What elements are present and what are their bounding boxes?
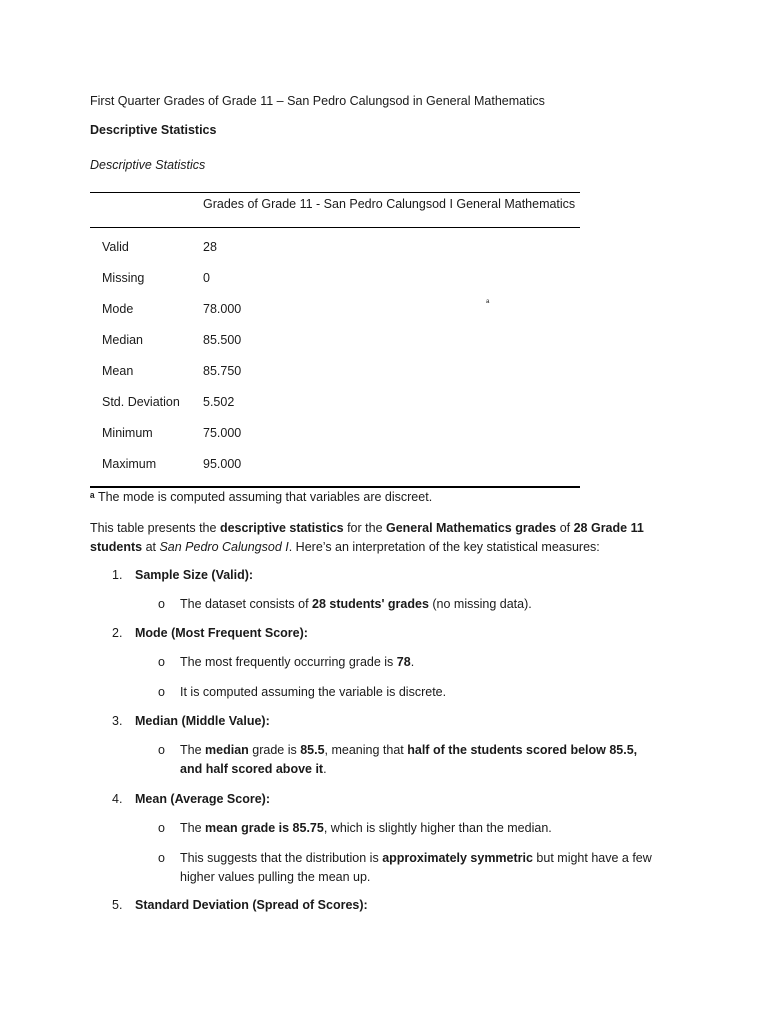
section-heading: Descriptive Statistics — [90, 123, 217, 137]
row-value: 0 — [203, 271, 210, 285]
intro-text: at — [142, 540, 160, 554]
sub-text: , which is slightly higher than the median. — [323, 821, 552, 835]
table-header-rule — [90, 227, 580, 228]
sub-text: , meaning that — [324, 743, 408, 757]
sub-text: This suggests that the distribution is — [180, 851, 383, 865]
sub-text: grade is — [248, 743, 301, 757]
table-top-rule — [90, 192, 580, 193]
intro-text: of — [556, 521, 574, 535]
intro-italic: San Pedro Calungsod I — [159, 540, 289, 554]
table-bottom-rule — [90, 486, 580, 488]
row-label: Minimum — [102, 426, 153, 440]
intro-bold: General Mathematics grades — [386, 521, 557, 535]
list-number: 1. — [112, 568, 123, 582]
bullet-icon: o — [158, 821, 165, 835]
bullet-icon: o — [158, 851, 165, 865]
sub-bold: mean grade is 85.75 — [205, 821, 324, 835]
sub-bold: 28 students' grades — [312, 597, 429, 611]
intro-text: . Here’s an interpretation of the key statistical measures: — [288, 540, 600, 554]
document-title: First Quarter Grades of Grade 11 – San Pedro Calungsod in General Mathematics — [90, 94, 545, 108]
list-heading: Mode (Most Frequent Score): — [135, 626, 308, 640]
row-label: Std. Deviation — [102, 395, 180, 409]
bullet-icon: o — [158, 743, 165, 757]
intro-bold: descriptive statistics — [219, 521, 344, 535]
footnote-marker: ᵃ — [90, 490, 95, 504]
list-subitem — [180, 819, 680, 838]
sub-text: (no missing data). — [428, 597, 532, 611]
sub-text: . — [410, 655, 415, 669]
row-label: Maximum — [102, 457, 157, 471]
bullet-icon: o — [158, 685, 165, 699]
sub-bold: 85.5 — [300, 743, 325, 757]
list-subitem — [180, 849, 660, 887]
list-heading: Sample Size (Valid): — [135, 568, 254, 582]
row-label: Mean — [102, 364, 134, 378]
intro-bold: 28 Grade 11 students — [90, 521, 644, 554]
table-column-header: Grades of Grade 11 - San Pedro Calungsod I General Mathematics — [203, 197, 576, 211]
row-value: 5.502 — [203, 395, 235, 409]
sub-bold: median — [205, 743, 249, 757]
list-number: 2. — [112, 626, 123, 640]
sub-bold: half of the students scored below 85.5, and half scored above it — [180, 743, 638, 776]
row-value: 95.000 — [203, 457, 242, 471]
row-value: 85.750 — [203, 364, 242, 378]
mode-footnote-marker: ᵃ — [486, 297, 490, 307]
row-label: Median — [102, 333, 143, 347]
intro-text: for the — [343, 521, 386, 535]
intro-paragraph — [90, 519, 650, 557]
sub-text: It is computed assuming the variable is discrete. — [180, 685, 447, 699]
list-subitem — [180, 595, 680, 614]
bullet-icon: o — [158, 655, 165, 669]
row-value: 85.500 — [203, 333, 242, 347]
list-subitem — [180, 741, 660, 779]
sub-text: The — [180, 743, 206, 757]
row-label: Valid — [102, 240, 129, 254]
list-number: 5. — [112, 898, 123, 912]
table-caption: Descriptive Statistics — [90, 158, 206, 172]
sub-text: The dataset consists of — [180, 597, 313, 611]
sub-text: The most frequently occurring grade is — [180, 655, 397, 669]
row-value: 28 — [203, 240, 217, 254]
sub-text: The — [180, 821, 206, 835]
list-heading: Standard Deviation (Spread of Scores): — [135, 898, 368, 912]
list-subitem — [180, 653, 680, 672]
bullet-icon: o — [158, 597, 165, 611]
sub-text: but might have a few higher values pulling the mean up. — [180, 851, 652, 884]
list-subitem — [180, 683, 680, 702]
sub-bold: approximately symmetric — [382, 851, 533, 865]
table-footnote — [90, 490, 432, 505]
row-label: Missing — [102, 271, 145, 285]
list-heading: Mean (Average Score): — [135, 792, 270, 806]
intro-text: This table presents the — [90, 521, 220, 535]
row-label: Mode — [102, 302, 134, 316]
row-value: 78.000 — [203, 302, 242, 316]
sub-text: . — [323, 762, 327, 776]
list-heading: Median (Middle Value): — [135, 714, 270, 728]
list-number: 3. — [112, 714, 123, 728]
sub-bold: 78 — [396, 655, 411, 669]
row-value: 75.000 — [203, 426, 242, 440]
list-number: 4. — [112, 792, 123, 806]
footnote-text: The mode is computed assuming that variables are discreet. — [97, 490, 433, 504]
